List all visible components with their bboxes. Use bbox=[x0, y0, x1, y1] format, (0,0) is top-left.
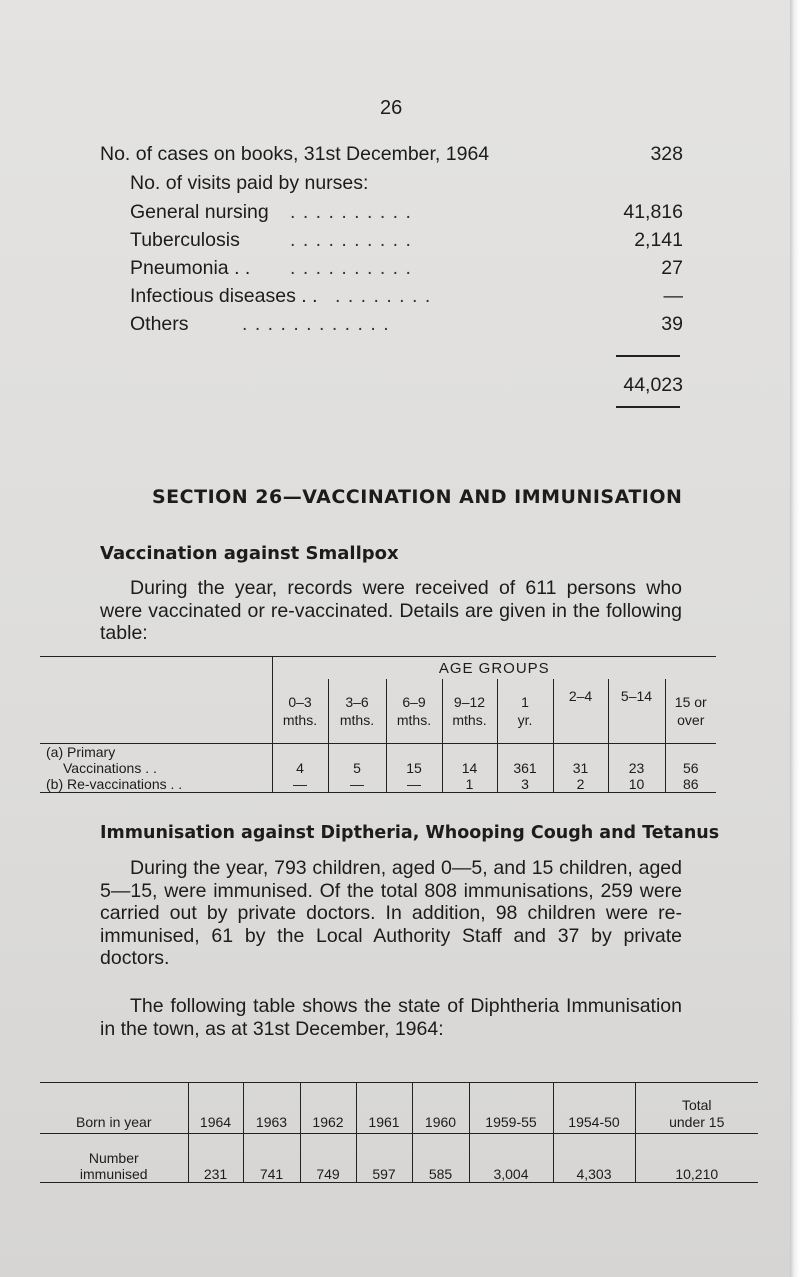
smallpox-heading: Vaccination against Smallpox bbox=[100, 543, 399, 564]
year-header: 1959-55 bbox=[469, 1083, 553, 1134]
visit-label: Others bbox=[130, 313, 189, 335]
table-cell: 5 bbox=[328, 760, 386, 776]
row-label: Vaccinations . . bbox=[63, 760, 157, 776]
leader-dots: . . . . . . . . . . . . bbox=[242, 313, 390, 335]
column-header-line1: 0–3 bbox=[288, 694, 312, 710]
column-header-line1: 5–14 bbox=[620, 688, 653, 704]
visit-row-others bbox=[130, 313, 683, 339]
table-cell: 3,004 bbox=[469, 1134, 553, 1183]
year-header: 1962 bbox=[300, 1083, 356, 1134]
table-cell: — bbox=[272, 776, 328, 793]
visit-label: Infectious diseases . . bbox=[130, 285, 318, 307]
year-header: 1960 bbox=[412, 1083, 469, 1134]
table-cell: 56 bbox=[665, 760, 716, 776]
table-header-row bbox=[40, 1083, 758, 1134]
leader-dots: . . . . . . . . . . bbox=[290, 229, 412, 251]
table-row bbox=[40, 744, 716, 761]
table-row bbox=[40, 760, 716, 776]
table-cell: 741 bbox=[243, 1134, 300, 1183]
table-cell: 15 bbox=[386, 760, 442, 776]
table-cell: 3 bbox=[497, 776, 553, 793]
column-header bbox=[386, 679, 442, 744]
smallpox-paragraph: During the year, records were received of 611 persons who were vaccinated or re-vaccinated. Details are given in the following table: bbox=[100, 577, 682, 644]
total-rule-top bbox=[616, 355, 680, 357]
total-cell: 10,210 bbox=[635, 1134, 758, 1183]
visit-label: General nursing bbox=[130, 201, 269, 223]
visit-row-pneumonia bbox=[130, 257, 683, 283]
visit-row-general-nursing bbox=[130, 201, 683, 227]
row-label-line2: immunised bbox=[79, 1166, 148, 1182]
visits-total: 44,023 bbox=[623, 374, 683, 396]
table-cell: 361 bbox=[497, 760, 553, 776]
table-row bbox=[40, 1134, 758, 1183]
table-cell: 14 bbox=[442, 760, 497, 776]
column-header-line2: mths. bbox=[339, 712, 375, 728]
visit-value: — bbox=[663, 285, 683, 307]
column-header bbox=[608, 679, 665, 744]
column-header bbox=[328, 679, 386, 744]
born-in-year-header: Born in year bbox=[40, 1083, 188, 1134]
diphtheria-heading: Immunisation against Diptheria, Whooping Cough and Tetanus bbox=[100, 823, 720, 843]
table-cell: 2 bbox=[553, 776, 608, 793]
table-cell: 1 bbox=[442, 776, 497, 793]
column-header-line1: 9–12 bbox=[453, 694, 486, 710]
year-header: 1963 bbox=[243, 1083, 300, 1134]
table-cell: 86 bbox=[665, 776, 716, 793]
table-cell: — bbox=[328, 776, 386, 793]
column-header-line2: mths. bbox=[282, 712, 318, 728]
visit-label: Tuberculosis bbox=[130, 229, 240, 251]
column-header-line1: 3–6 bbox=[345, 694, 369, 710]
column-header bbox=[665, 679, 716, 744]
year-header: 1961 bbox=[356, 1083, 412, 1134]
total-header-line2: under 15 bbox=[669, 1114, 725, 1130]
column-header-line1: 1 bbox=[521, 694, 529, 710]
table-cell: 31 bbox=[553, 760, 608, 776]
page-number: 26 bbox=[380, 97, 403, 119]
visit-value: 41,816 bbox=[623, 201, 683, 223]
column-header-line2: over bbox=[677, 712, 705, 728]
visit-row-infectious-diseases bbox=[130, 285, 683, 311]
table-cell: 749 bbox=[300, 1134, 356, 1183]
column-header bbox=[272, 679, 328, 744]
table-cell: 4,303 bbox=[553, 1134, 635, 1183]
visit-value: 2,141 bbox=[634, 229, 683, 251]
age-groups-header-row bbox=[40, 657, 716, 680]
total-rule-bottom bbox=[616, 406, 680, 408]
table-row bbox=[40, 776, 716, 793]
year-header: 1964 bbox=[188, 1083, 243, 1134]
age-columns-row bbox=[40, 679, 716, 744]
cases-on-books-label: No. of cases on books, 31st December, 1964 bbox=[100, 143, 490, 165]
visit-value: 39 bbox=[661, 313, 683, 335]
total-header bbox=[635, 1083, 758, 1134]
cases-on-books-value: 328 bbox=[650, 143, 683, 165]
leader-dots: . . . . . . . . . . bbox=[290, 201, 412, 223]
total-header-line1: Total bbox=[681, 1097, 712, 1113]
cases-on-books-line bbox=[100, 143, 683, 166]
column-header-line1: 6–9 bbox=[402, 694, 426, 710]
column-header-line2: mths. bbox=[452, 712, 487, 728]
column-header-line2: mths. bbox=[396, 712, 432, 728]
diphtheria-paragraph-1: During the year, 793 children, aged 0—5, and 15 children, aged 5—15, were immunised. Of the total 808 immunisations, 259 were carried out by private doctors. In addition, 98 children were re-immunised, 61 by the Local Authority Staff and 37 by private doctors. bbox=[100, 857, 682, 969]
visits-heading: No. of visits paid by nurses: bbox=[130, 172, 369, 194]
table-cell: — bbox=[386, 776, 442, 793]
table-cell: 10 bbox=[608, 776, 665, 793]
table-cell: 585 bbox=[412, 1134, 469, 1183]
column-header-line1: 15 or bbox=[674, 694, 707, 710]
table-cell: 231 bbox=[188, 1134, 243, 1183]
column-header-line1: 2–4 bbox=[568, 688, 593, 704]
row-label-header bbox=[40, 679, 272, 744]
table-cell: 23 bbox=[608, 760, 665, 776]
column-header-line2: yr. bbox=[517, 712, 533, 728]
column-header bbox=[553, 679, 608, 744]
section-heading: SECTION 26—VACCINATION AND IMMUNISATION bbox=[152, 486, 683, 508]
row-label: (a) Primary bbox=[46, 744, 116, 760]
page-edge bbox=[790, 0, 800, 1277]
vaccination-table bbox=[40, 656, 716, 793]
table-cell: 4 bbox=[272, 760, 328, 776]
age-groups-header: AGE GROUPS bbox=[272, 657, 716, 680]
row-label bbox=[40, 1134, 188, 1183]
diphtheria-paragraph-2: The following table shows the state of Diphtheria Immunisation in the town, as at 31st December, 1964: bbox=[100, 995, 682, 1040]
year-header: 1954-50 bbox=[553, 1083, 635, 1134]
diphtheria-table bbox=[40, 1082, 758, 1183]
leader-dots: . . . . . . . . . . bbox=[290, 257, 412, 279]
row-label: (b) Re-vaccinations . . bbox=[40, 776, 272, 793]
leader-dots: . . . . . . . . bbox=[335, 285, 432, 307]
visit-row-tuberculosis bbox=[130, 229, 683, 255]
column-header bbox=[442, 679, 497, 744]
row-label-line1: Number bbox=[88, 1150, 139, 1166]
visit-label: Pneumonia . . bbox=[130, 257, 251, 279]
table-cell: 597 bbox=[356, 1134, 412, 1183]
column-header bbox=[497, 679, 553, 744]
empty-header-cell bbox=[40, 657, 272, 680]
visit-value: 27 bbox=[661, 257, 683, 279]
